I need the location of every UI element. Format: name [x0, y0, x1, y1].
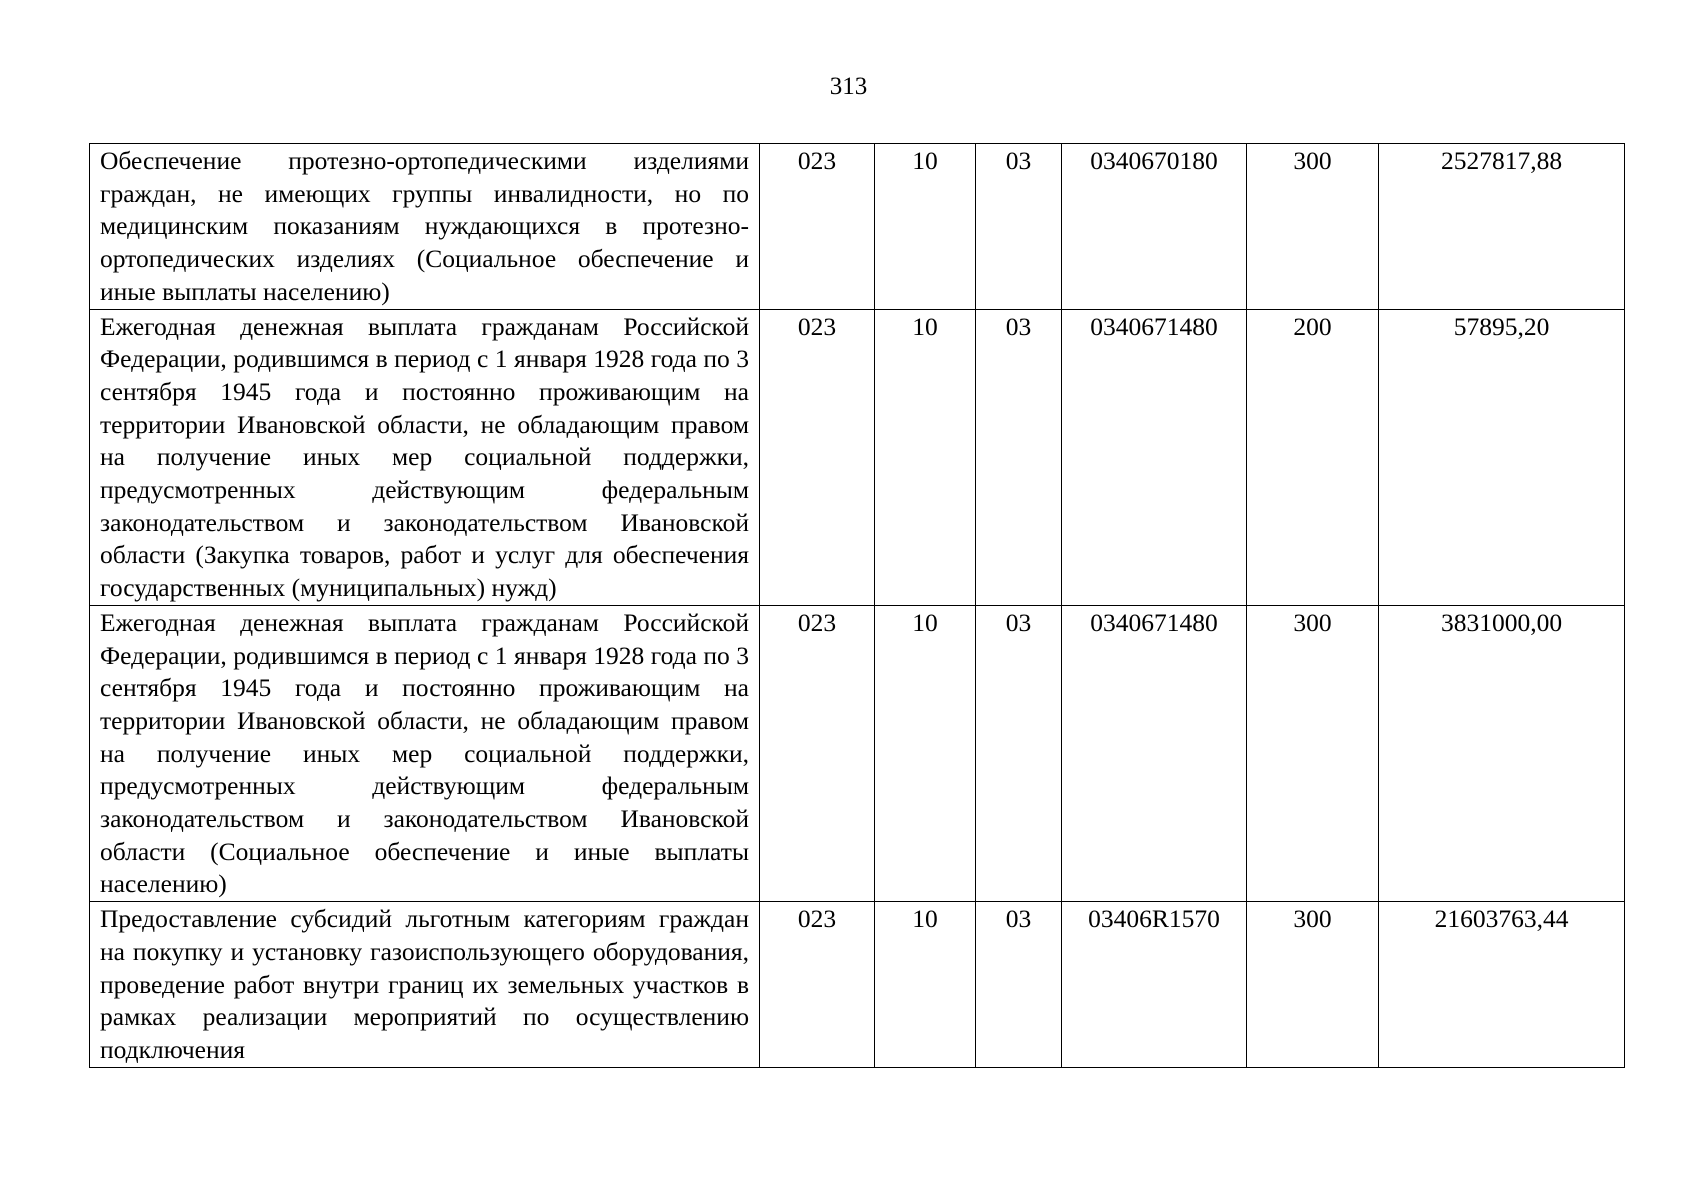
expense-type-code: 300 — [1247, 144, 1379, 310]
section-code: 10 — [875, 605, 976, 901]
subsection-code: 03 — [976, 309, 1062, 605]
section-code: 10 — [875, 309, 976, 605]
target-article-code: 0340670180 — [1062, 144, 1247, 310]
subsection-code: 03 — [976, 605, 1062, 901]
target-article-code: 0340671480 — [1062, 605, 1247, 901]
row-description: Обеспечение протезно-ортопедическими изделиями граждан, не имеющих группы инвалидности, но по медицинским показаниям нуждающихся в протезно-ортопедических изделиях (Социальное обеспечение и иные выплаты населению) — [90, 144, 760, 310]
table-row — [90, 144, 1625, 310]
section-code: 10 — [875, 902, 976, 1068]
amount-value: 2527817,88 — [1379, 144, 1625, 310]
row-description: Ежегодная денежная выплата гражданам Российской Федерации, родившимся в период с 1 января 1928 года по 3 сентября 1945 года и постоянно проживающим на территории Ивановской области, не обладающим правом на получение иных мер социальной поддержки, предусмотренных действующим федеральным законодательством и законодательством Ивановской области (Закупка товаров, работ и услуг для обеспечения государственных (муниципальных) нужд) — [90, 309, 760, 605]
subsection-code: 03 — [976, 902, 1062, 1068]
expense-type-code: 300 — [1247, 605, 1379, 901]
ministry-code: 023 — [760, 605, 875, 901]
table-row — [90, 309, 1625, 605]
expense-type-code: 200 — [1247, 309, 1379, 605]
ministry-code: 023 — [760, 902, 875, 1068]
row-description: Предоставление субсидий льготным категориям граждан на покупку и установку газоиспользующего оборудования, проведение работ внутри границ их земельных участков в рамках реализации мероприятий по осуществлению подключения — [90, 902, 760, 1068]
expense-type-code: 300 — [1247, 902, 1379, 1068]
section-code: 10 — [875, 144, 976, 310]
amount-value: 3831000,00 — [1379, 605, 1625, 901]
budget-table — [89, 143, 1625, 1068]
amount-value: 21603763,44 — [1379, 902, 1625, 1068]
target-article-code: 03406R1570 — [1062, 902, 1247, 1068]
subsection-code: 03 — [976, 144, 1062, 310]
table-row — [90, 902, 1625, 1068]
row-description: Ежегодная денежная выплата гражданам Российской Федерации, родившимся в период с 1 января 1928 года по 3 сентября 1945 года и постоянно проживающим на территории Ивановской области, не обладающим правом на получение иных мер социальной поддержки, предусмотренных действующим федеральным законодательством и законодательством Ивановской области (Социальное обеспечение и иные выплаты населению) — [90, 605, 760, 901]
ministry-code: 023 — [760, 144, 875, 310]
table-row — [90, 605, 1625, 901]
amount-value: 57895,20 — [1379, 309, 1625, 605]
page-number: 313 — [829, 73, 868, 100]
target-article-code: 0340671480 — [1062, 309, 1247, 605]
ministry-code: 023 — [760, 309, 875, 605]
